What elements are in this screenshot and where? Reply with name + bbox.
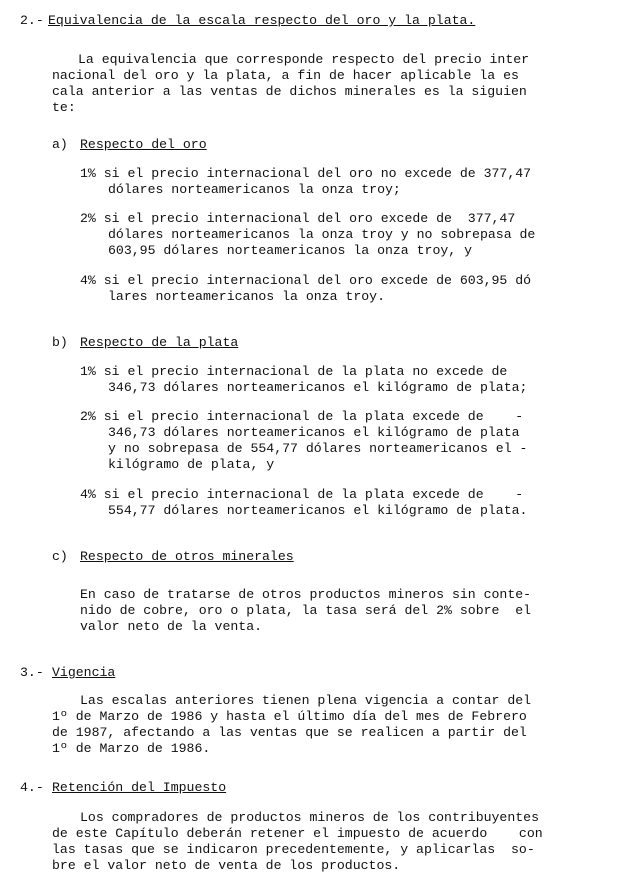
subsection-title: Respecto de la plata — [80, 335, 239, 350]
paragraph-line: bre el valor neto de venta de los productos. — [52, 858, 401, 873]
paragraph-line: En caso de tratarse de otros productos mineros sin conte- — [80, 587, 532, 602]
list-item-line: 603,95 dólares norteamericanos la onza troy, y — [108, 243, 473, 258]
paragraph-line: nido de cobre, oro o plata, la tasa será del 2% sobre el — [80, 603, 532, 618]
list-item-line: 2% si el precio internacional de la plata excede de - — [80, 409, 524, 424]
list-item-line: dólares norteamericanos la onza troy; — [108, 182, 401, 197]
list-item-line: 346,73 dólares norteamericanos el kilógramo de plata — [108, 425, 520, 440]
section-title: Equivalencia de la escala respecto del oro y la plata. — [48, 13, 476, 28]
list-item-line: 1% si el precio internacional de la plata no excede de — [80, 364, 508, 379]
list-item-line: 1% si el precio internacional del oro no excede de 377,47 — [80, 166, 532, 181]
paragraph-line: valor neto de la venta. — [80, 619, 263, 634]
list-item-line: 4% si el precio internacional del oro excede de 603,95 dó — [80, 273, 532, 288]
list-item-line: 4% si el precio internacional de la plata excede de - — [80, 487, 524, 502]
list-item-line: 346,73 dólares norteamericanos el kilógramo de plata; — [108, 380, 528, 395]
paragraph-line: Las escalas anteriores tienen plena vigencia a contar del — [80, 693, 532, 708]
subsection-label: a) — [52, 137, 68, 152]
paragraph-line: de este Capítulo deberán retener el impuesto de acuerdo con — [52, 826, 543, 841]
section-number: 3.- — [20, 665, 44, 680]
list-item-line: kilógramo de plata, y — [108, 457, 275, 472]
list-item-line: y no sobrepasa de 554,77 dólares norteamericanos el - — [108, 441, 528, 456]
subsection-title: Respecto de otros minerales — [80, 549, 294, 564]
list-item-line: 2% si el precio internacional del oro excede de 377,47 — [80, 211, 516, 226]
paragraph-line: Los compradores de productos mineros de los contribuyentes — [80, 810, 539, 825]
subsection-label: c) — [52, 549, 68, 564]
paragraph-line: cala anterior a las ventas de dichos minerales es la siguien — [52, 84, 527, 99]
section-title: Vigencia — [52, 665, 116, 680]
list-item-line: lares norteamericanos la onza troy. — [108, 289, 385, 304]
section-number: 2.- — [20, 13, 44, 28]
list-item-line: dólares norteamericanos la onza troy y no sobrepasa de — [108, 227, 536, 242]
section-number: 4.- — [20, 780, 44, 795]
list-item-line: 554,77 dólares norteamericanos el kilógramo de plata. — [108, 503, 528, 518]
paragraph-line: nacional del oro y la plata, a fin de hacer aplicable la es — [52, 68, 519, 83]
paragraph-line: La equivalencia que corresponde respecto del precio inter — [78, 52, 530, 67]
paragraph-line: 1º de Marzo de 1986. — [52, 741, 211, 756]
section-title: Retención del Impuesto — [52, 780, 227, 795]
subsection-title: Respecto del oro — [80, 137, 207, 152]
paragraph-line: las tasas que se indicaron precedentemente, y aplicarlas so- — [52, 842, 535, 857]
paragraph-line: de 1987, afectando a las ventas que se realicen a partir del — [52, 725, 527, 740]
paragraph-line: 1º de Marzo de 1986 y hasta el último día del mes de Febrero — [52, 709, 527, 724]
paragraph-line: te: — [52, 100, 76, 115]
subsection-label: b) — [52, 335, 68, 350]
